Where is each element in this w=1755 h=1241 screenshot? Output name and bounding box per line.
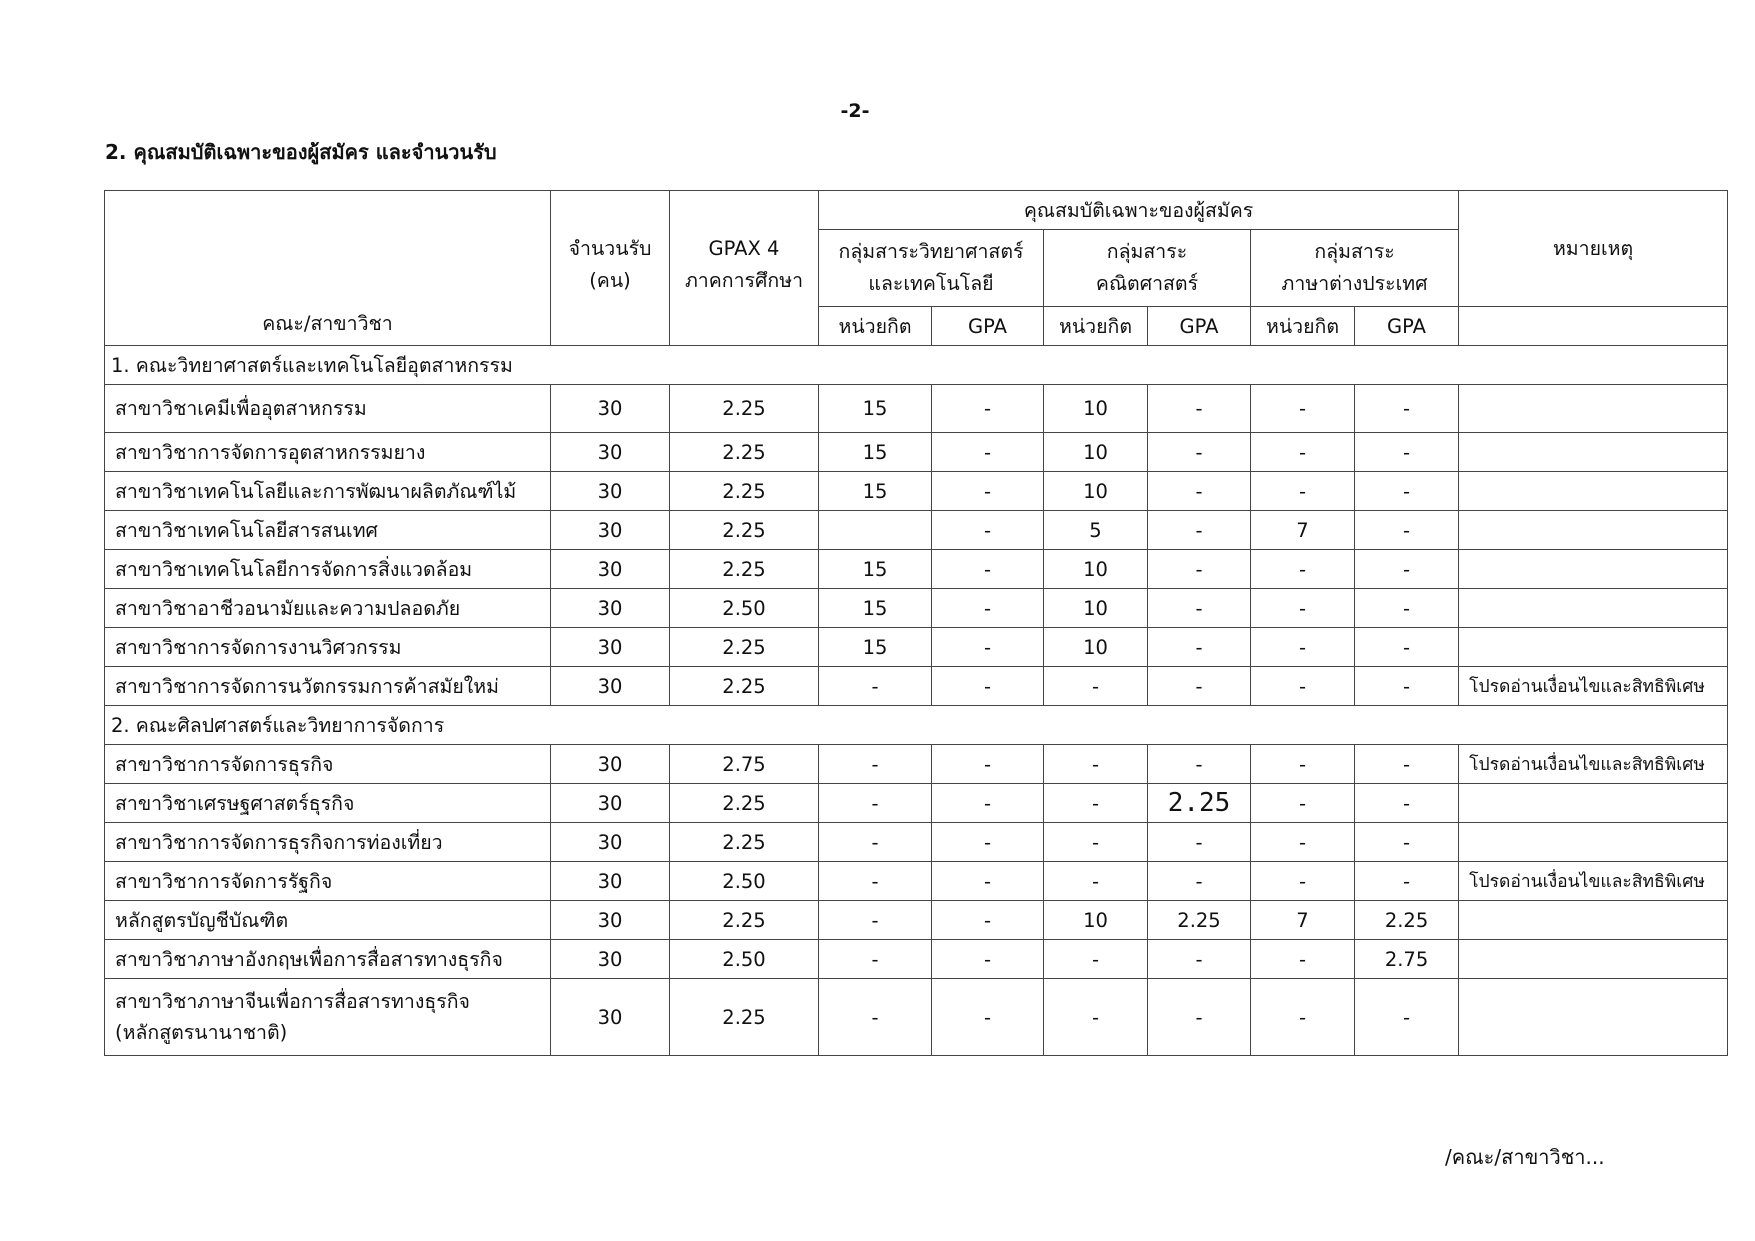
page-number: -2- — [840, 100, 870, 122]
sci-gpa-cell: - — [932, 433, 1044, 472]
sci-gpa-cell: - — [932, 628, 1044, 667]
lang-credits-cell: - — [1251, 784, 1355, 823]
sci-credits-cell: - — [819, 784, 932, 823]
major-name: สาขาวิชาการจัดการนวัตกรรมการค้าสมัยใหม่ — [105, 667, 551, 706]
header-math-gpa: GPA — [1148, 307, 1251, 346]
gpax-cell: 2.75 — [670, 745, 819, 784]
gpax-cell: 2.25 — [670, 472, 819, 511]
quota-cell: 30 — [551, 472, 670, 511]
lang-gpa-cell: 2.75 — [1355, 940, 1459, 979]
lang-credits-cell: - — [1251, 745, 1355, 784]
gpax-cell: 2.50 — [670, 940, 819, 979]
math-credits-cell: - — [1044, 940, 1148, 979]
remark-cell — [1459, 823, 1728, 862]
header-sci-gpa: GPA — [932, 307, 1044, 346]
header-lang-credits: หน่วยกิต — [1251, 307, 1355, 346]
math-credits-cell: 10 — [1044, 901, 1148, 940]
header-group-math: กลุ่มสาระ คณิตศาสตร์ — [1044, 230, 1251, 307]
math-gpa-cell: - — [1148, 823, 1251, 862]
sci-credits-cell: - — [819, 745, 932, 784]
math-gpa-cell: 2.25 — [1148, 901, 1251, 940]
math-credits-cell: - — [1044, 745, 1148, 784]
math-credits-cell: 10 — [1044, 385, 1148, 433]
table-row — [105, 862, 1728, 901]
lang-gpa-cell: - — [1355, 550, 1459, 589]
major-name: สาขาวิชาการจัดการงานวิศวกรรม — [105, 628, 551, 667]
math-gpa-cell: - — [1148, 745, 1251, 784]
math-gpa-cell: - — [1148, 385, 1251, 433]
quota-cell: 30 — [551, 901, 670, 940]
table-row — [105, 901, 1728, 940]
table-row — [105, 628, 1728, 667]
lang-credits-cell: 7 — [1251, 901, 1355, 940]
major-name: สาขาวิชาการจัดการอุตสาหกรรมยาง — [105, 433, 551, 472]
lang-credits-cell: - — [1251, 940, 1355, 979]
quota-cell: 30 — [551, 433, 670, 472]
gpax-cell: 2.50 — [670, 589, 819, 628]
sci-gpa-cell: - — [932, 550, 1044, 589]
remark-cell: โปรดอ่านเงื่อนไขและสิทธิพิเศษ — [1459, 862, 1728, 901]
lang-gpa-cell: - — [1355, 385, 1459, 433]
lang-credits-cell: - — [1251, 472, 1355, 511]
sci-credits-cell: 15 — [819, 385, 932, 433]
sci-gpa-cell: - — [932, 784, 1044, 823]
major-name: สาขาวิชาการจัดการธุรกิจ — [105, 745, 551, 784]
math-gpa-cell: - — [1148, 550, 1251, 589]
quota-cell: 30 — [551, 784, 670, 823]
lang-gpa-cell: - — [1355, 862, 1459, 901]
math-credits-cell: 5 — [1044, 511, 1148, 550]
math-credits-cell: 10 — [1044, 472, 1148, 511]
math-gpa-cell: - — [1148, 433, 1251, 472]
gpax-cell: 2.50 — [670, 862, 819, 901]
faculty-name: 1. คณะวิทยาศาสตร์และเทคโนโลยีอุตสาหกรรม — [105, 346, 1728, 385]
sci-credits-cell: 15 — [819, 628, 932, 667]
faculty-name: 2. คณะศิลปศาสตร์และวิทยาการจัดการ — [105, 706, 1728, 745]
sci-credits-cell: - — [819, 940, 932, 979]
gpax-cell: 2.25 — [670, 901, 819, 940]
table-row — [105, 667, 1728, 706]
quota-cell: 30 — [551, 550, 670, 589]
gpax-cell: 2.25 — [670, 385, 819, 433]
major-name: สาขาวิชาการจัดการรัฐกิจ — [105, 862, 551, 901]
gpax-cell: 2.25 — [670, 550, 819, 589]
lang-credits-cell: - — [1251, 550, 1355, 589]
quota-cell: 30 — [551, 589, 670, 628]
lang-credits-cell: - — [1251, 667, 1355, 706]
quota-cell: 30 — [551, 979, 670, 1056]
major-name: สาขาวิชาภาษาจีนเพื่อการสื่อสารทางธุรกิจ (หลักสูตรนานาชาติ) — [105, 979, 551, 1056]
gpax-cell: 2.25 — [670, 979, 819, 1056]
sci-credits-cell: - — [819, 979, 932, 1056]
sci-gpa-cell: - — [932, 745, 1044, 784]
remark-cell — [1459, 550, 1728, 589]
math-credits-cell: 10 — [1044, 589, 1148, 628]
header-qualifications: คุณสมบัติเฉพาะของผู้สมัคร — [819, 191, 1459, 230]
major-name: สาขาวิชาเทคโนโลยีสารสนเทศ — [105, 511, 551, 550]
table-row — [105, 940, 1728, 979]
quota-cell: 30 — [551, 667, 670, 706]
math-gpa-cell: - — [1148, 979, 1251, 1056]
sci-gpa-cell: - — [932, 667, 1044, 706]
math-credits-cell: - — [1044, 784, 1148, 823]
sci-gpa-cell: - — [932, 940, 1044, 979]
qualifications-table — [104, 190, 1728, 1056]
sci-credits-cell: 15 — [819, 472, 932, 511]
remark-cell: โปรดอ่านเงื่อนไขและสิทธิพิเศษ — [1459, 667, 1728, 706]
sci-credits-cell: 15 — [819, 589, 932, 628]
header-sci-credits: หน่วยกิต — [819, 307, 932, 346]
math-gpa-cell: 2.25 — [1148, 784, 1251, 823]
remark-cell — [1459, 901, 1728, 940]
math-credits-cell: - — [1044, 979, 1148, 1056]
lang-gpa-cell: - — [1355, 823, 1459, 862]
sci-gpa-cell: - — [932, 901, 1044, 940]
header-quota: จำนวนรับ (คน) — [551, 191, 670, 346]
quota-cell: 30 — [551, 628, 670, 667]
quota-cell: 30 — [551, 511, 670, 550]
lang-gpa-cell: - — [1355, 784, 1459, 823]
quota-cell: 30 — [551, 862, 670, 901]
table-row — [105, 511, 1728, 550]
lang-credits-cell: - — [1251, 433, 1355, 472]
math-credits-cell: 10 — [1044, 433, 1148, 472]
table-row — [105, 433, 1728, 472]
gpax-cell: 2.25 — [670, 628, 819, 667]
quota-cell: 30 — [551, 385, 670, 433]
sci-gpa-cell: - — [932, 823, 1044, 862]
sci-gpa-cell: - — [932, 511, 1044, 550]
major-name: หลักสูตรบัญชีบัณฑิต — [105, 901, 551, 940]
gpax-cell: 2.25 — [670, 784, 819, 823]
header-group-science: กลุ่มสาระวิทยาศาสตร์ และเทคโนโลยี — [819, 230, 1044, 307]
lang-gpa-cell: - — [1355, 472, 1459, 511]
major-name: สาขาวิชาภาษาอังกฤษเพื่อการสื่อสารทางธุรกิจ — [105, 940, 551, 979]
sci-credits-cell: 15 — [819, 433, 932, 472]
header-faculty-major: คณะ/สาขาวิชา — [105, 191, 551, 346]
math-gpa-cell: - — [1148, 862, 1251, 901]
lang-gpa-cell: - — [1355, 979, 1459, 1056]
quota-cell: 30 — [551, 823, 670, 862]
faculty-row — [105, 706, 1728, 745]
remark-cell — [1459, 511, 1728, 550]
major-name: สาขาวิชาเคมีเพื่ออุตสาหกรรม — [105, 385, 551, 433]
lang-credits-cell: 7 — [1251, 511, 1355, 550]
math-gpa-cell: - — [1148, 940, 1251, 979]
table-row — [105, 745, 1728, 784]
lang-credits-cell: - — [1251, 823, 1355, 862]
quota-cell: 30 — [551, 940, 670, 979]
lang-credits-cell: - — [1251, 628, 1355, 667]
major-name: สาขาวิชาเทคโนโลยีการจัดการสิ่งแวดล้อม — [105, 550, 551, 589]
math-gpa-cell: - — [1148, 472, 1251, 511]
sci-credits-cell — [819, 511, 932, 550]
lang-credits-cell: - — [1251, 979, 1355, 1056]
math-credits-cell: - — [1044, 667, 1148, 706]
section-title: 2. คุณสมบัติเฉพาะของผู้สมัคร และจำนวนรับ — [105, 140, 497, 164]
sci-credits-cell: 15 — [819, 550, 932, 589]
math-gpa-cell: - — [1148, 589, 1251, 628]
sci-gpa-cell: - — [932, 472, 1044, 511]
remark-cell — [1459, 628, 1728, 667]
table-row — [105, 550, 1728, 589]
lang-gpa-cell: - — [1355, 511, 1459, 550]
remark-cell — [1459, 979, 1728, 1056]
math-gpa-cell: - — [1148, 667, 1251, 706]
gpax-cell: 2.25 — [670, 511, 819, 550]
header-math-credits: หน่วยกิต — [1044, 307, 1148, 346]
remark-cell — [1459, 940, 1728, 979]
table-row — [105, 823, 1728, 862]
gpax-cell: 2.25 — [670, 433, 819, 472]
header-remarks: หมายเหตุ — [1459, 191, 1728, 307]
lang-gpa-cell: - — [1355, 589, 1459, 628]
continuation-note: /คณะ/สาขาวิชา... — [1445, 1145, 1605, 1169]
remark-cell: โปรดอ่านเงื่อนไขและสิทธิพิเศษ — [1459, 745, 1728, 784]
table-row — [105, 784, 1728, 823]
lang-gpa-cell: 2.25 — [1355, 901, 1459, 940]
sci-gpa-cell: - — [932, 862, 1044, 901]
sci-gpa-cell: - — [932, 979, 1044, 1056]
lang-credits-cell: - — [1251, 862, 1355, 901]
table-row — [105, 472, 1728, 511]
remark-cell — [1459, 472, 1728, 511]
lang-credits-cell: - — [1251, 385, 1355, 433]
header-group-language: กลุ่มสาระ ภาษาต่างประเทศ — [1251, 230, 1459, 307]
math-gpa-cell: - — [1148, 511, 1251, 550]
major-name: สาขาวิชาการจัดการธุรกิจการท่องเที่ยว — [105, 823, 551, 862]
sci-credits-cell: - — [819, 901, 932, 940]
math-credits-cell: - — [1044, 823, 1148, 862]
sci-credits-cell: - — [819, 823, 932, 862]
major-name: สาขาวิชาเศรษฐศาสตร์ธุรกิจ — [105, 784, 551, 823]
lang-gpa-cell: - — [1355, 667, 1459, 706]
sci-gpa-cell: - — [932, 589, 1044, 628]
math-gpa-cell: - — [1148, 628, 1251, 667]
remark-cell — [1459, 385, 1728, 433]
remark-cell — [1459, 433, 1728, 472]
faculty-row — [105, 346, 1728, 385]
math-credits-cell: 10 — [1044, 550, 1148, 589]
table-row — [105, 385, 1728, 433]
remark-cell — [1459, 589, 1728, 628]
lang-gpa-cell: - — [1355, 745, 1459, 784]
sci-credits-cell: - — [819, 862, 932, 901]
major-name: สาขาวิชาเทคโนโลยีและการพัฒนาผลิตภัณฑ์ไม้ — [105, 472, 551, 511]
quota-cell: 30 — [551, 745, 670, 784]
sci-gpa-cell: - — [932, 385, 1044, 433]
table-row — [105, 589, 1728, 628]
gpax-cell: 2.25 — [670, 667, 819, 706]
lang-gpa-cell: - — [1355, 433, 1459, 472]
header-lang-gpa: GPA — [1355, 307, 1459, 346]
math-credits-cell: - — [1044, 862, 1148, 901]
remark-cell — [1459, 784, 1728, 823]
lang-credits-cell: - — [1251, 589, 1355, 628]
header-gpax: GPAX 4 ภาคการศึกษา — [670, 191, 819, 346]
math-credits-cell: 10 — [1044, 628, 1148, 667]
sci-credits-cell: - — [819, 667, 932, 706]
table-row — [105, 979, 1728, 1056]
lang-gpa-cell: - — [1355, 628, 1459, 667]
major-name: สาขาวิชาอาชีวอนามัยและความปลอดภัย — [105, 589, 551, 628]
header-remarks-blank — [1459, 307, 1728, 346]
gpax-cell: 2.25 — [670, 823, 819, 862]
